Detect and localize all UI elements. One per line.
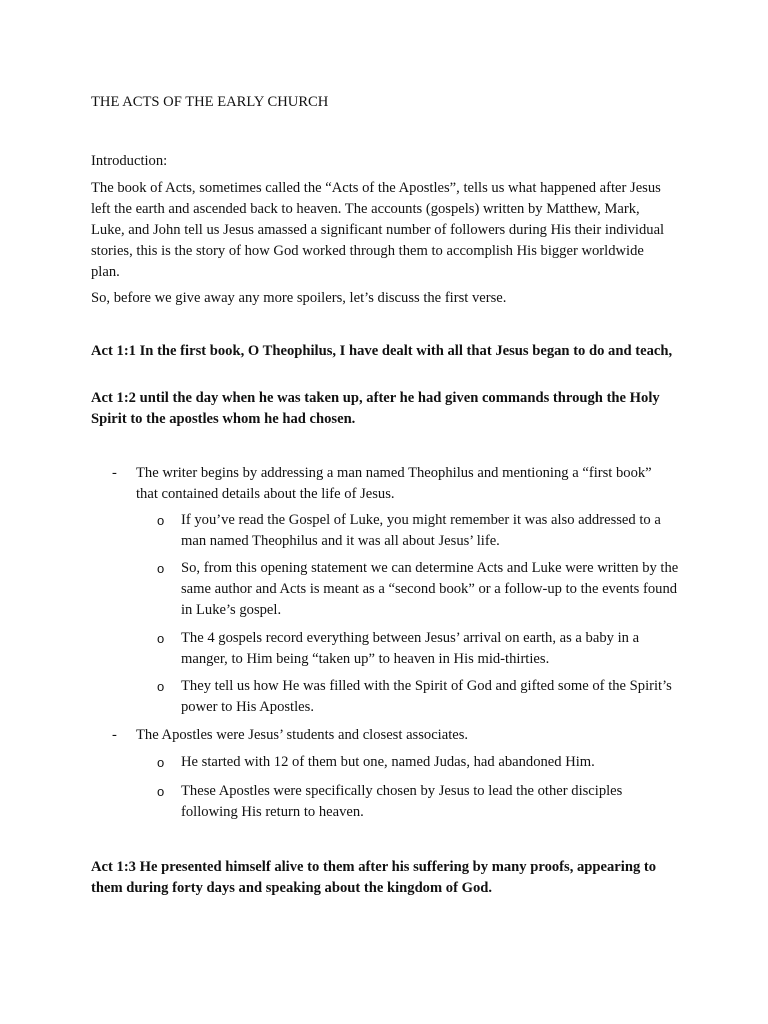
circle-bullet-marker: o [157, 755, 165, 770]
list-item-text: The Apostles were Jesus’ students and closest associates. [136, 727, 469, 743]
circle-bullet-marker: o [157, 631, 165, 646]
circle-bullet-marker: o [157, 513, 165, 528]
verse-act-1-3: Act 1:3 He presented himself alive to them after his suffering by many proofs, appearing to them during forty days and speaking about the kingdom of God. [91, 859, 657, 896]
sub-list-item-text: He started with 12 of them but one, named Judas, had abandoned Him. [181, 754, 595, 770]
sub-list-item-text: These Apostles were specifically chosen by Jesus to lead the other disciples following His return to heaven. [181, 783, 623, 820]
list-item-text: The writer begins by addressing a man named Theophilus and mentioning a “first book” that contained details about the life of Jesus. [136, 465, 652, 502]
introduction-heading: Introduction: [91, 153, 168, 169]
circle-bullet-marker: o [157, 679, 165, 694]
verse-act-1-1: Act 1:1 In the first book, O Theophilus, I have dealt with all that Jesus began to do and teach, [91, 343, 673, 359]
circle-bullet-marker: o [157, 561, 165, 576]
dash-bullet-marker: - [112, 465, 117, 481]
sub-list-item-text: If you’ve read the Gospel of Luke, you might remember it was also addressed to a man named Theophilus and it was all about Jesus’ life. [181, 512, 661, 549]
sub-list-item-text: They tell us how He was filled with the Spirit of God and gifted some of the Spirit’s power to His Apostles. [181, 678, 672, 715]
sub-list-item-text: So, from this opening statement we can determine Acts and Luke were written by the same author and Acts is meant as a “second book” or a follow-up to the events found in Luke’s gospel. [181, 560, 679, 618]
intro-paragraph: So, before we give away any more spoilers, let’s discuss the first verse. [91, 290, 507, 306]
verse-act-1-2: Act 1:2 until the day when he was taken up, after he had given commands through the Holy Spirit to the apostles whom he had chosen. [91, 390, 660, 427]
dash-bullet-marker: - [112, 727, 117, 743]
document-title: THE ACTS OF THE EARLY CHURCH [91, 94, 329, 110]
sub-list-item-text: The 4 gospels record everything between Jesus’ arrival on earth, as a baby in a manger, to Him being “taken up” to heaven in His mid-thirties. [181, 630, 640, 667]
circle-bullet-marker: o [157, 784, 165, 799]
intro-paragraph: The book of Acts, sometimes called the “Acts of the Apostles”, tells us what happened after Jesus left the earth and ascended back to heaven. The accounts (gospels) written by Matthew, Mark, Luke, and John tell us Jesus amassed a significant number of followers during His their individual stories, this is the story of how God worked through them to accomplish His bigger worldwide plan. [91, 180, 665, 280]
